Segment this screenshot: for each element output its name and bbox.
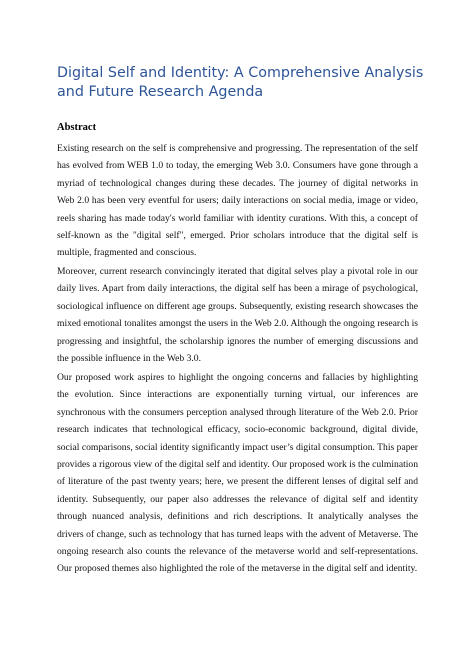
abstract-paragraph-3: Our proposed work aspires to highlight the ongoing concerns and fallacies by highlighting the evolution. Since interactions are exponentially turning virtual, our inferences are synchronous with the consumers perception analysed through literature of the Web 2.0. Prior research indicates that technological efficacy, socio-economic background, digital divide, social comparisons, social identity significantly impact user’s digital consumption. This paper provides a rigorous view of the digital self and identity. Our proposed work is the culmination of literature of the past twenty years; here, we present the different lenses of digital self and identity. Subsequently, our paper also addresses the relevance of digital self and identity through nuanced analysis, definitions and rich descriptions. It analytically analyses the drivers of change, such as technology that has turned leaps with the advent of Metaverse. The ongoing research also counts the relevance of the metaverse world and self-representations. Our proposed themes also highlighted the role of the metaverse in the digital self and identity. [57, 372, 418, 575]
abstract-paragraph-2: Moreover, current research convincingly iterated that digital selves play a pivotal role in our daily lives. Apart from daily interactions, the digital self has been a mirage of psychological, sociological influence on different age groups. Subsequently, existing research showcases the mixed emotional tonalites amongst the users in the Web 2.0. Although the ongoing research is progressing and insightful, the scholarship ignores the number of emerging discussions and the possible influence in the Web 3.0. [57, 266, 418, 365]
abstract-paragraph-1: Existing research on the self is comprehensive and progressing. The representation of the self has evolved from WEB 1.0 to today, the emerging Web 3.0. Consumers have gone through a myriad of technological changes during these decades. The journey of digital networks in Web 2.0 has been very eventful for users; daily interactions on social media, image or video, reels sharing has made today's world familiar with identity curations. With this, a concept of self-known as the "digital self", emerged. Prior scholars introduce that the digital self is multiple, fragmented and conscious. [57, 143, 418, 259]
paper-title: Digital Self and Identity: A Comprehensive Analysis and Future Research Agenda [57, 65, 424, 100]
abstract-heading: Abstract [57, 122, 97, 133]
